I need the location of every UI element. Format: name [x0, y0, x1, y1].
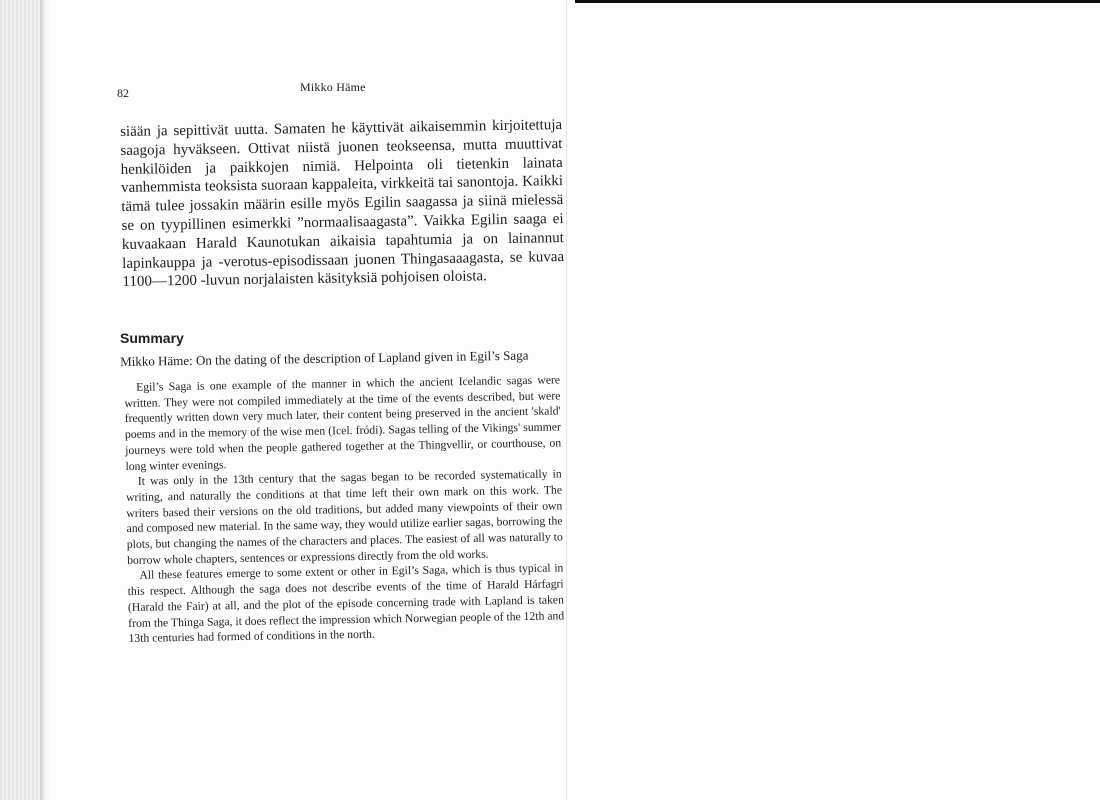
running-head-author: Mikko Häme	[300, 80, 366, 94]
facing-page-top-rule	[575, 0, 1100, 3]
summary-subtitle: Mikko Häme: On the dating of the description of Lapland given in Egil’s Saga	[120, 347, 529, 369]
book-page-edge	[0, 0, 44, 800]
summary-paragraph: All these features emerge to some extent or other in Egil’s Saga, which is thus typical in this respect. Although the saga does not describe events of the time of Harald Hárfagri (Harald the Fair) at all, and the plot of the episode concerning trade with Lapland is taken from the Thinga Saga, it does reflect the impression which Norwegian people of the 12th and 13th centuries had formed of conditions in the north.	[127, 561, 565, 646]
body-paragraph: siään ja sepittivät uutta. Samaten he käyttivät aikaisemmin kirjoitettuja saagoja hyväkseen. Ottivat niistä juonen teokseensa, mutta muuttivat henkilöiden ja paikkojen nimiä. Helpointa oli tietenkin lainata vanhemmista teoksista suoraan kappaleita, virkkeitä tai sanontoja. Kaikki tämä tulee jossakin määrin esille myös Egilin saagassa ja siinä mielessä se on tyypillinen esimerkki ”normaalisaagasta”. Vaikka Egilin saaga ei kuvaakaan Harald Kaunotukan aikaisia tapahtumia ja on lainannut lapinkauppa ja -verotus-episodissaan juonen Thingasaaagasta, se kuvaa 1100—1200 -luvun norjalaisten käsityksiä pohjoisen oloista.	[120, 117, 565, 291]
page-gutter-line	[566, 0, 567, 800]
summary-heading: Summary	[120, 330, 184, 346]
summary-paragraph: Egil’s Saga is one example of the manner in which the ancient Icelandic sagas were written. They were not compiled immediately at the time of the events described, but were frequently written down very much later, their content being preserved in the ancient 'skald' poems and in the memory of the wise men (Icel. fródi). Sagas telling of the Vikings' summer journeys were told when the people gathered together at the Thingvellir, or courthouse, on long winter evenings.	[124, 373, 562, 473]
summary-paragraph: It was only in the 13th century that the sagas began to be recorded systematically in writing, and naturally the conditions at that time left their own mark on this work. The writers based their versions on the old traditions, but added many viewpoints of their own and composed new material. In the same way, they would utilize earlier sagas, borrowing the plots, but changing the names of the characters and places. The easiest of all was naturally to borrow whole chapters, sentences or expressions directly from the old works.	[125, 467, 563, 567]
summary-body	[124, 372, 565, 647]
binding-shadow	[40, 0, 50, 800]
page-number: 82	[117, 86, 129, 100]
finnish-body-text	[120, 116, 565, 292]
